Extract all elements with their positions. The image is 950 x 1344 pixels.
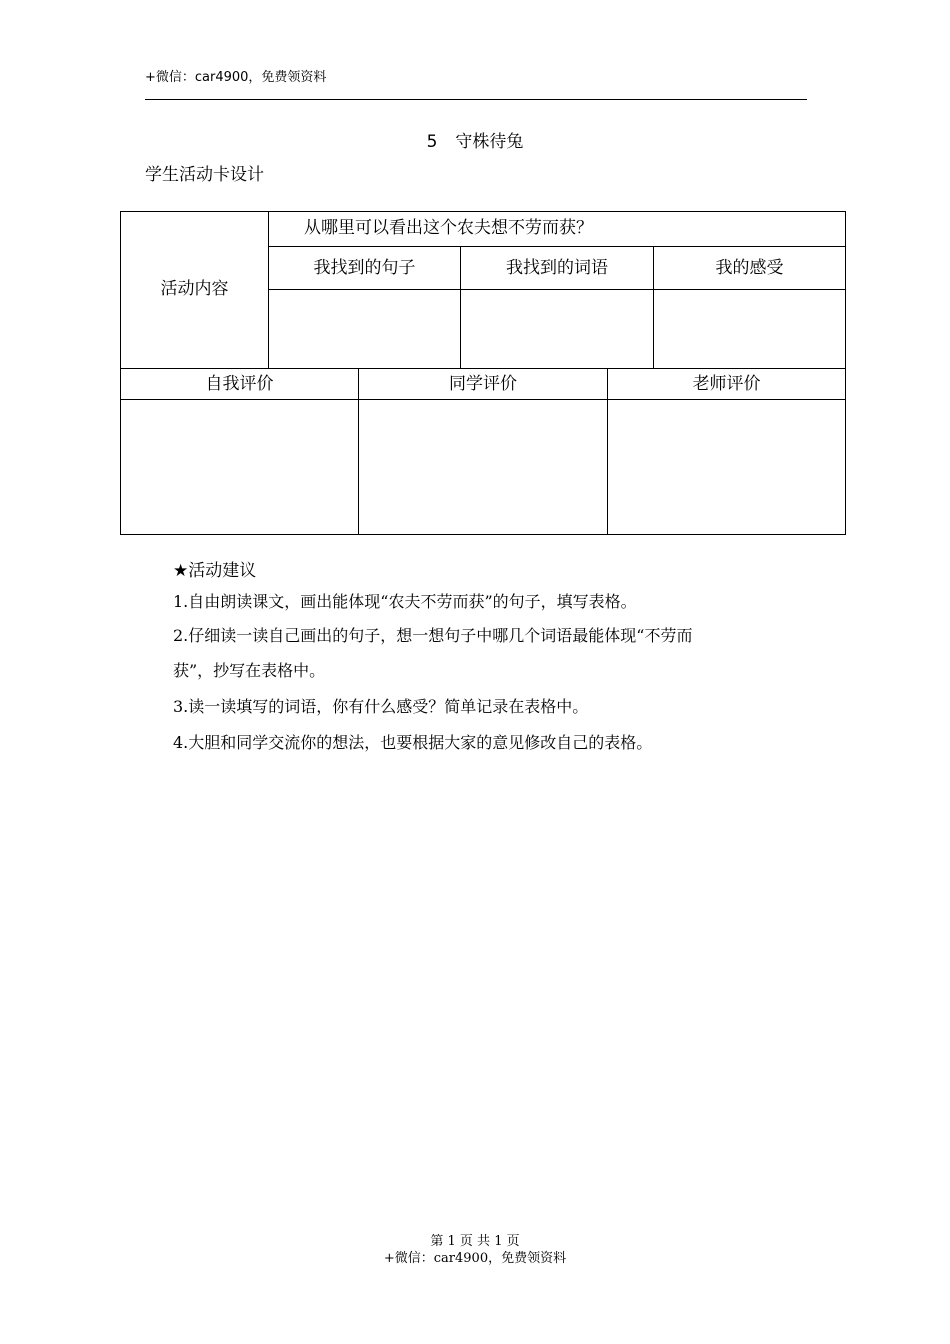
suggestion-item: 2.仔细读一读自己画出的句子，想一想句子中哪几个词语最能体现“不劳而 [173,626,693,645]
lesson-number: 5 [426,132,438,152]
suggestion-item: 获”，抄写在表格中。 [173,661,326,680]
suggestion-item: 4.大胆和同学交流你的想法，也要根据大家的意见修改自己的表格。 [173,733,653,752]
header-note: +微信：car4900，免费领资料 [145,70,327,85]
suggestion-item: 3.读一读填写的词语，你有什么感受？简单记录在表格中。 [173,697,589,716]
suggestion-item: 1.自由朗读课文，画出能体现“农夫不劳而获”的句子，填写表格。 [173,592,637,611]
eval-header-self: 自我评价 [205,374,274,394]
table-question: 从哪里可以看出这个农夫想不劳而获？ [304,218,593,238]
page-number: 第 1 页 共 1 页 [430,1234,520,1249]
lesson-title: 守株待兔 [455,132,524,152]
activity-table [0,0,950,600]
suggestions-title: ★活动建议 [173,561,257,581]
row-label-activity: 活动内容 [160,279,229,299]
column-header-sentences: 我找到的句子 [313,258,416,278]
eval-header-peer: 同学评价 [449,374,517,394]
column-header-words: 我找到的词语 [506,258,608,278]
section-subtitle: 学生活动卡设计 [145,165,264,185]
footer-note: +微信：car4900，免费领资料 [383,1251,567,1266]
column-header-feelings: 我的感受 [715,258,784,278]
eval-header-teacher: 老师评价 [692,374,761,394]
